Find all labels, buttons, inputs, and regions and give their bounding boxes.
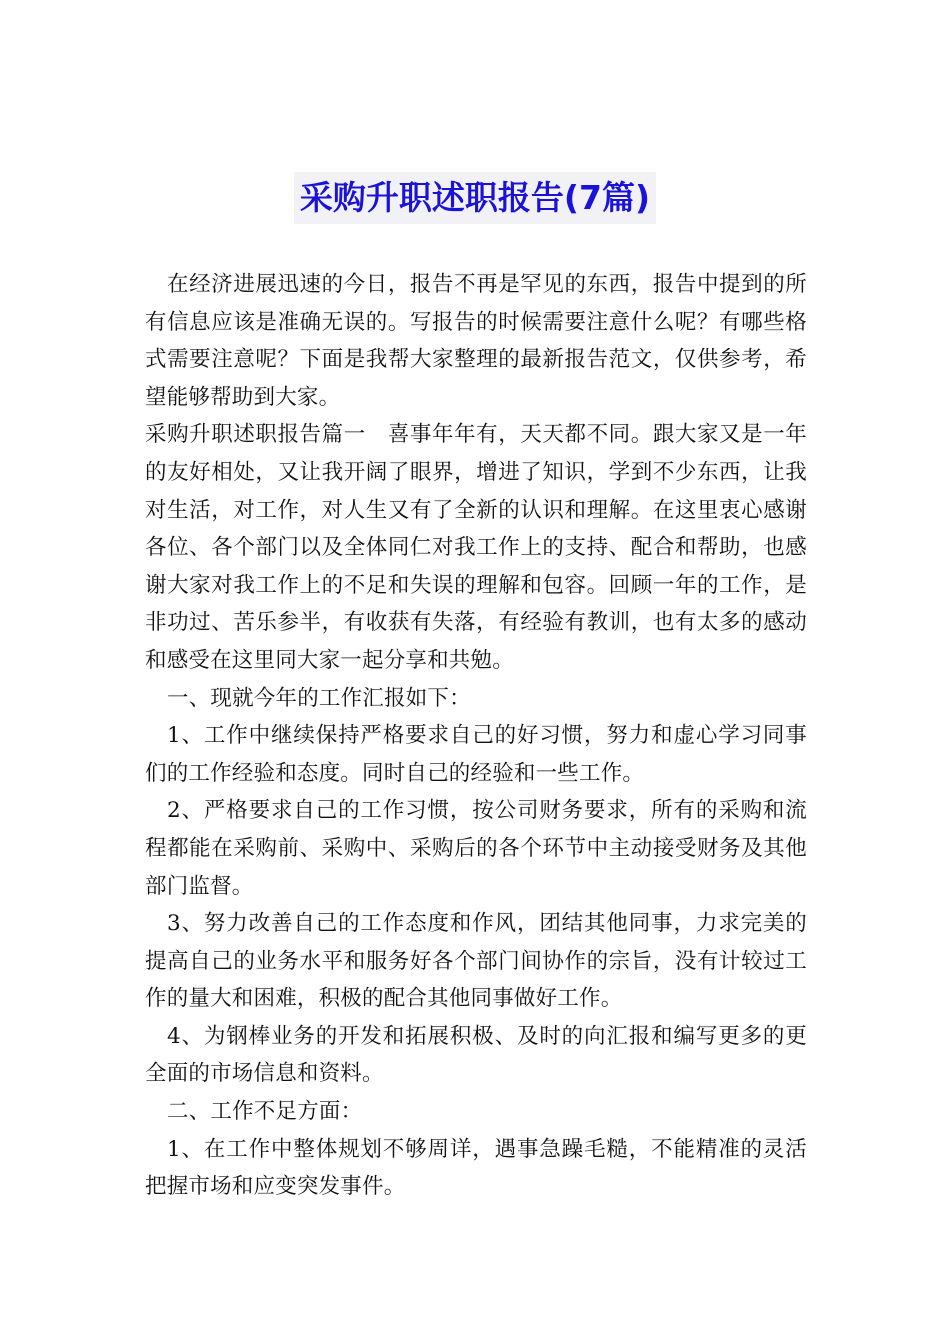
section-heading-2: 二、工作不足方面：: [167, 1099, 363, 1125]
list-item-1: 1、工作中继续保持严格要求自己的好习惯，努力和虚心学习同事们的工作经验和态度。同时自己的经验和一些工作。: [145, 723, 807, 786]
list-item-2: 2、严格要求自己的工作习惯，按公司财务要求，所有的采购和流程都能在采购前、采购中、采购后的各个环节中主动接受财务及其他部门监督。: [145, 798, 807, 899]
section-paragraph-1: 采购升职述职报告篇一 喜事年年有，天天都不同。跟大家又是一年的友好相处，又让我开阔了眼界，增进了知识，学到不少东西，让我对生活，对工作，对人生又有了全新的认识和理解。在这里衷心感谢各位、各个部门以及全体同仁对我工作上的支持、配合和帮助，也感谢大家对我工作上的不足和失误的理解和包容。回顾一年的工作，是非功过、苦乐参半，有收获有失落，有经验有教训，也有太多的感动和感受在这里同大家一起分享和共勉。: [145, 422, 807, 673]
document-body: [145, 266, 807, 1206]
list-item-4: 4、为钢棒业务的开发和拓展积极、及时的向汇报和编写更多的更全面的市场信息和资料。: [145, 1023, 807, 1087]
list-item-3: 3、努力改善自己的工作态度和作风，团结其他同事，力求完美的提高自己的业务水平和服务好各个部门间协作的宗旨，没有计较过工作的量大和困难，积极的配合其他同事做好工作。: [145, 911, 807, 1012]
document-title: 采购升职述职报告(7篇): [294, 172, 656, 224]
list-item-5: 1、在工作中整体规划不够周详，遇事急躁毛糙，不能精准的灵活把握市场和应变突发事件。: [145, 1136, 807, 1200]
intro-paragraph: 在经济进展迅速的今日，报告不再是罕见的东西，报告中提到的所有信息应该是准确无误的。写报告的时候需要注意什么呢？有哪些格式需要注意呢？下面是我帮大家整理的最新报告范文，仅供参考，希望能够帮助到大家。: [145, 272, 807, 410]
title-container: [0, 172, 950, 224]
section-heading-1: 一、现就今年的工作汇报如下：: [167, 685, 471, 711]
